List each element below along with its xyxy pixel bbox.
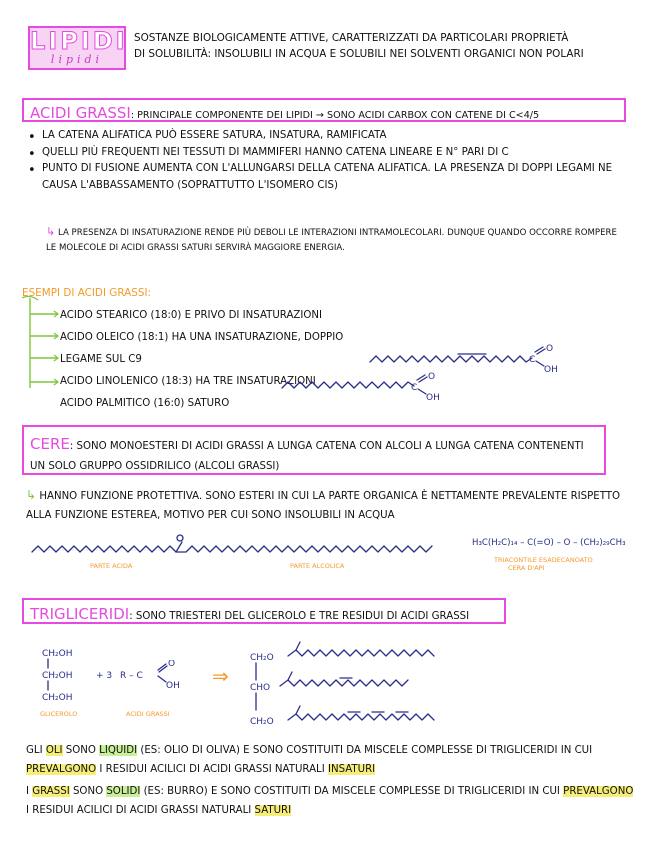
- grassi-text-2: SONO: [69, 786, 107, 797]
- acidi-grassi-title: ACIDI GRASSI: [30, 104, 131, 122]
- note-arrow-icon: ↳: [46, 225, 56, 238]
- logo-subtext: lipidi: [50, 53, 104, 66]
- prevalgono-highlight: PREVALGONO: [563, 786, 634, 797]
- triglyceride-molecule: [248, 640, 448, 736]
- note-text: LA PRESENZA DI INSATURAZIONE RENDE PIÙ DEBOLI LE INTERAZIONI INTRAMOLECOLARI. DUNQUE QUANDO OCCORRE ROMPERE LE MOLECOLE DI ACIDI GRASSI SATURI SERVIRÀ MAGGIORE ENERGIA.: [46, 228, 617, 254]
- reaction-arrow-icon: ⇒: [212, 664, 229, 688]
- trigliceridi-definition: : SONO TRIESTERI DEL GLICEROLO E TRE RESIDUI DI ACIDI GRASSI: [129, 611, 470, 622]
- prevalgono-highlight: PREVALGONO: [26, 764, 97, 776]
- intro-line-1: SOSTANZE BIOLOGICAMENTE ATTIVE, CARATTERIZZATI DA PARTICOLARI PROPRIETÀ: [134, 32, 569, 44]
- choh-label: CH₂OH: [42, 671, 73, 681]
- note-text: HANNO FUNZIONE PROTETTIVA. SONO ESTERI IN CUI LA PARTE ORGANICA È NETTAMENTE PREVALENTE RISPETTO ALLA FUNZIONE ESTEREA, MOTIVO PER CUI SONO INSOLUBILI IN ACQUA: [26, 491, 620, 521]
- r-group-label: R – C: [120, 671, 143, 681]
- oli-text-4: I RESIDUI ACILICI DI ACIDI GRASSI NATURALI: [96, 764, 328, 776]
- acid-part-label: parte acida: [90, 562, 133, 570]
- cere-header: [22, 425, 606, 475]
- cere-title: CERE: [30, 435, 70, 453]
- acidi-grassi-header: [22, 98, 626, 122]
- oli-full-text: [0, 0, 1, 1]
- acidi-grassi-note: [46, 222, 626, 256]
- hydroxyl-label: OH: [544, 365, 558, 374]
- grassi-text-3: (ES: BURRO) E SONO COSTITUITI DA MISCELE COMPLESSE DI TRIGLICERIDI IN CUI: [140, 786, 564, 797]
- hydroxyl-label: OH: [426, 393, 440, 402]
- formula-label: TRIACONTILE ESADECANOATO: [494, 556, 593, 564]
- oli-text-2: SONO: [62, 745, 100, 756]
- esempi-title: ESEMPI DI ACIDI GRASSI:: [22, 287, 152, 299]
- note-arrow-icon: ↳: [26, 488, 37, 502]
- oxygen-label: O: [428, 372, 436, 382]
- grassi-highlight: GRASSI: [32, 786, 70, 797]
- grassi-full-text: [0, 0, 1, 1]
- coefficient-label: + 3: [96, 671, 113, 681]
- esempio-item: ACIDO OLEICO (18:1) HA UNA INSATURAZIONE, DOPPIO LEGAME SUL C9: [60, 332, 344, 365]
- cere-note: [26, 484, 626, 526]
- fatty-acids-label: acidi grassi: [126, 710, 170, 718]
- formula-label-2: CERA D'API: [508, 564, 545, 572]
- acidi-grassi-definition: : PRINCIPALE COMPONENTE DEI LIPIDI → SONO ACIDI CARBOX CON CATENE DI C<4/5: [130, 110, 540, 121]
- logo-text: LIPIDI: [30, 27, 128, 55]
- ch2o-label: CH₂O: [250, 717, 274, 727]
- grassi-text-1: I: [26, 786, 33, 797]
- saturi-highlight: SATURI: [254, 805, 292, 817]
- intro-text: [134, 30, 634, 62]
- oli-highlight: OLI: [45, 745, 63, 756]
- ch2o-label: CH₂O: [250, 653, 274, 663]
- bullet-item: • QUELLI PIÙ FREQUENTI NEI TESSUTI DI MAMMIFERI HANNO CATENA LINEARE E N° PARI DI C: [26, 145, 626, 162]
- carbon-label: C: [411, 383, 418, 393]
- wax-molecule: [30, 530, 440, 572]
- oli-paragraph: [26, 741, 626, 780]
- fatty-acid-reagent: [96, 660, 206, 720]
- esempio-item: ACIDO STEARICO (18:0) E PRIVO DI INSATURAZIONI: [60, 310, 323, 321]
- insaturi-highlight: INSATURI: [327, 764, 376, 776]
- intro-line-2: DI SOLUBILITÀ: INSOLUBILI IN ACQUA E SOLUBILI NEI SOLVENTI ORGANICI NON POLARI: [134, 48, 584, 61]
- trigliceridi-title: TRIGLICERIDI: [30, 605, 130, 623]
- carbon-label: C: [529, 355, 536, 365]
- solidi-highlight: SOLIDI: [106, 786, 141, 797]
- ch2oh-label: CH₂OH: [42, 649, 73, 659]
- palmitic-molecule: [280, 370, 440, 402]
- ch2oh-label: CH₂OH: [42, 693, 73, 703]
- oli-text-3: (ES: OLIO DI OLIVA) E SONO COSTITUITI DA MISCELE COMPLESSE DI TRIGLICERIDI IN CUI: [137, 745, 593, 756]
- bullet-item: • LA CATENA ALIFATICA PUÒ ESSERE SATURA, INSATURA, RAMIFICATA: [26, 128, 626, 145]
- grassi-text-4: I RESIDUI ACILICI DI ACIDI GRASSI NATURALI: [26, 805, 255, 817]
- oxygen-label: O: [546, 344, 554, 354]
- wax-formula: [472, 538, 632, 572]
- formula-text: H₃C(H₂C)₁₄ – C(=O) – O – (CH₂)₂₉CH₃: [472, 538, 626, 548]
- grassi-paragraph: [26, 782, 638, 821]
- esempio-item: ACIDO PALMITICO (16:0) SATURO: [60, 398, 230, 409]
- trigliceridi-header: [22, 598, 506, 624]
- logo-box: [28, 26, 126, 70]
- glycerol-label: glicerolo: [40, 710, 78, 718]
- oli-text-1: GLI: [26, 745, 46, 756]
- hydroxyl-label: OH: [166, 681, 180, 691]
- alcohol-part-label: parte alcolica: [290, 562, 345, 570]
- liquidi-highlight: LIQUIDI: [99, 745, 138, 756]
- esempio-item: ACIDO LINOLENICO (18:3) HA TRE INSATURAZIONI: [60, 376, 316, 387]
- cere-definition: : SONO MONOESTERI DI ACIDI GRASSI A LUNGA CATENA CON ALCOLI A LUNGA CATENA CONTENENTI UN SOLO GRUPPO OSSIDRILICO (ALCOLI GRASSI): [30, 441, 584, 472]
- acidi-grassi-bullets: [26, 128, 626, 194]
- oxygen-label: O: [168, 660, 176, 669]
- bullet-item: • PUNTO DI FUSIONE AUMENTA CON L'ALLUNGARSI DELLA CATENA ALIFATICA. LA PRESENZA DI DOPPI LEGAMI NE CAUSA L'ABBASSAMENTO (SOPRATTUTTO L'ISOMERO CIS): [26, 161, 626, 194]
- cho-label: CHO: [250, 683, 271, 693]
